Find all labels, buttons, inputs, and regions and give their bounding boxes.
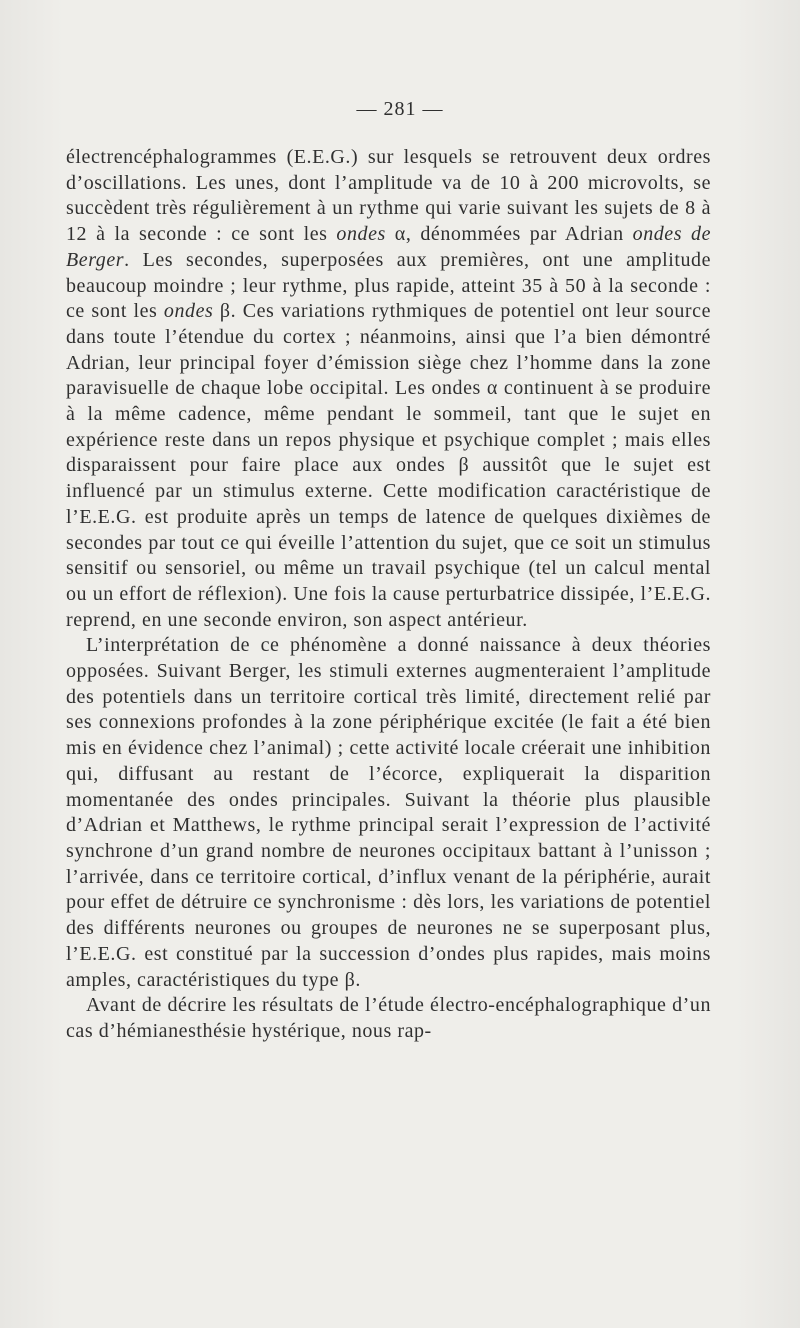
paragraph-3 (66, 993, 711, 1044)
paragraph-text: L’interprétation de ce phénomène a donné naissance à deux théories opposées. Suivant Berger, les stimuli externes augmenteraient l’amplitude des potentiels dans un territoire cortical très limité, directement relié par ses connexions profondes à la zone périphérique excitée (le fait a été bien mis en évidence chez l’animal) ; cette activité locale créerait une inhibition qui, diffusant au restant de l’écorce, expliquerait la disparition momentanée des ondes principales. Suivant la théorie plus plausible d’Adrian et Matthews, le rythme principal serait l’expression de l’activité synchrone d’un grand nombre de neurones occipitaux battant à l’unisson ; l’arrivée, dans ce territoire cortical, d’influx venant de la périphérie, aurait pour effet de détruire ce synchronisme : dès lors, les variations de potentiel des différents neurones ou groupes de neurones ne se superposant plus, l’E.E.G. est constitué par la succession d’ondes plus rapides, mais moins amples, caractéristiques du type β. (66, 634, 711, 991)
paragraph-1 (66, 145, 711, 633)
paragraph-text: α, dénommées par Adrian (385, 223, 633, 246)
italic-text: ondes (163, 300, 214, 323)
paragraph-text: . Les secondes, superposées aux premières, ont une amplitude beaucoup moindre ; leur rythme, plus rapide, atteint 35 à 50 à la seconde : ce sont les (66, 248, 711, 323)
italic-text: ondes (336, 223, 386, 246)
body-text (66, 145, 711, 1045)
paragraph-text: β. Ces variations rythmiques de potentiel ont leur source dans toute l’étendue du cortex ; néanmoins, ainsi que l’a bien démontré Adrian, leur principal foyer d’émission siège chez l’homme dans la zone paravisuelle de chaque lobe occipital. Les ondes α continuent à se produire à la même cadence, même pendant le sommeil, tant que le sujet en expérience reste dans un repos physique et psychique complet ; mais elles disparaissent pour faire place aux ondes β aussitôt que le sujet est influencé par un stimulus externe. Cette modification caractéristique de l’E.E.G. est produite après un temps de latence de quelques dixièmes de secondes par tout ce qui éveille l’attention du sujet, que ce soit un stimulus sensitif ou sensoriel, ou même un travail psychique (tel un calcul mental ou un effort de réflexion). Une fois la cause perturbatrice dissipée, l’E.E.G. reprend, en une seconde environ, son aspect antérieur. (66, 300, 711, 631)
paragraph-text: Avant de décrire les résultats de l’étude électro-encéphalographique d’un cas d’hémianesthésie hystérique, nous rap- (66, 994, 711, 1042)
paragraph-text: électrencéphalogrammes (E.E.G.) sur lesquels se retrouvent deux ordres d’oscillations. Les unes, dont l’amplitude va de 10 à 200 microvolts, se succèdent très régulièrement à un rythme qui varie suivant les sujets de 8 à 12 à la seconde : ce sont les (66, 146, 711, 246)
page-number: — 281 — (356, 98, 444, 120)
paragraph-2 (66, 633, 711, 993)
italic-text: ondes de Berger (66, 223, 712, 271)
